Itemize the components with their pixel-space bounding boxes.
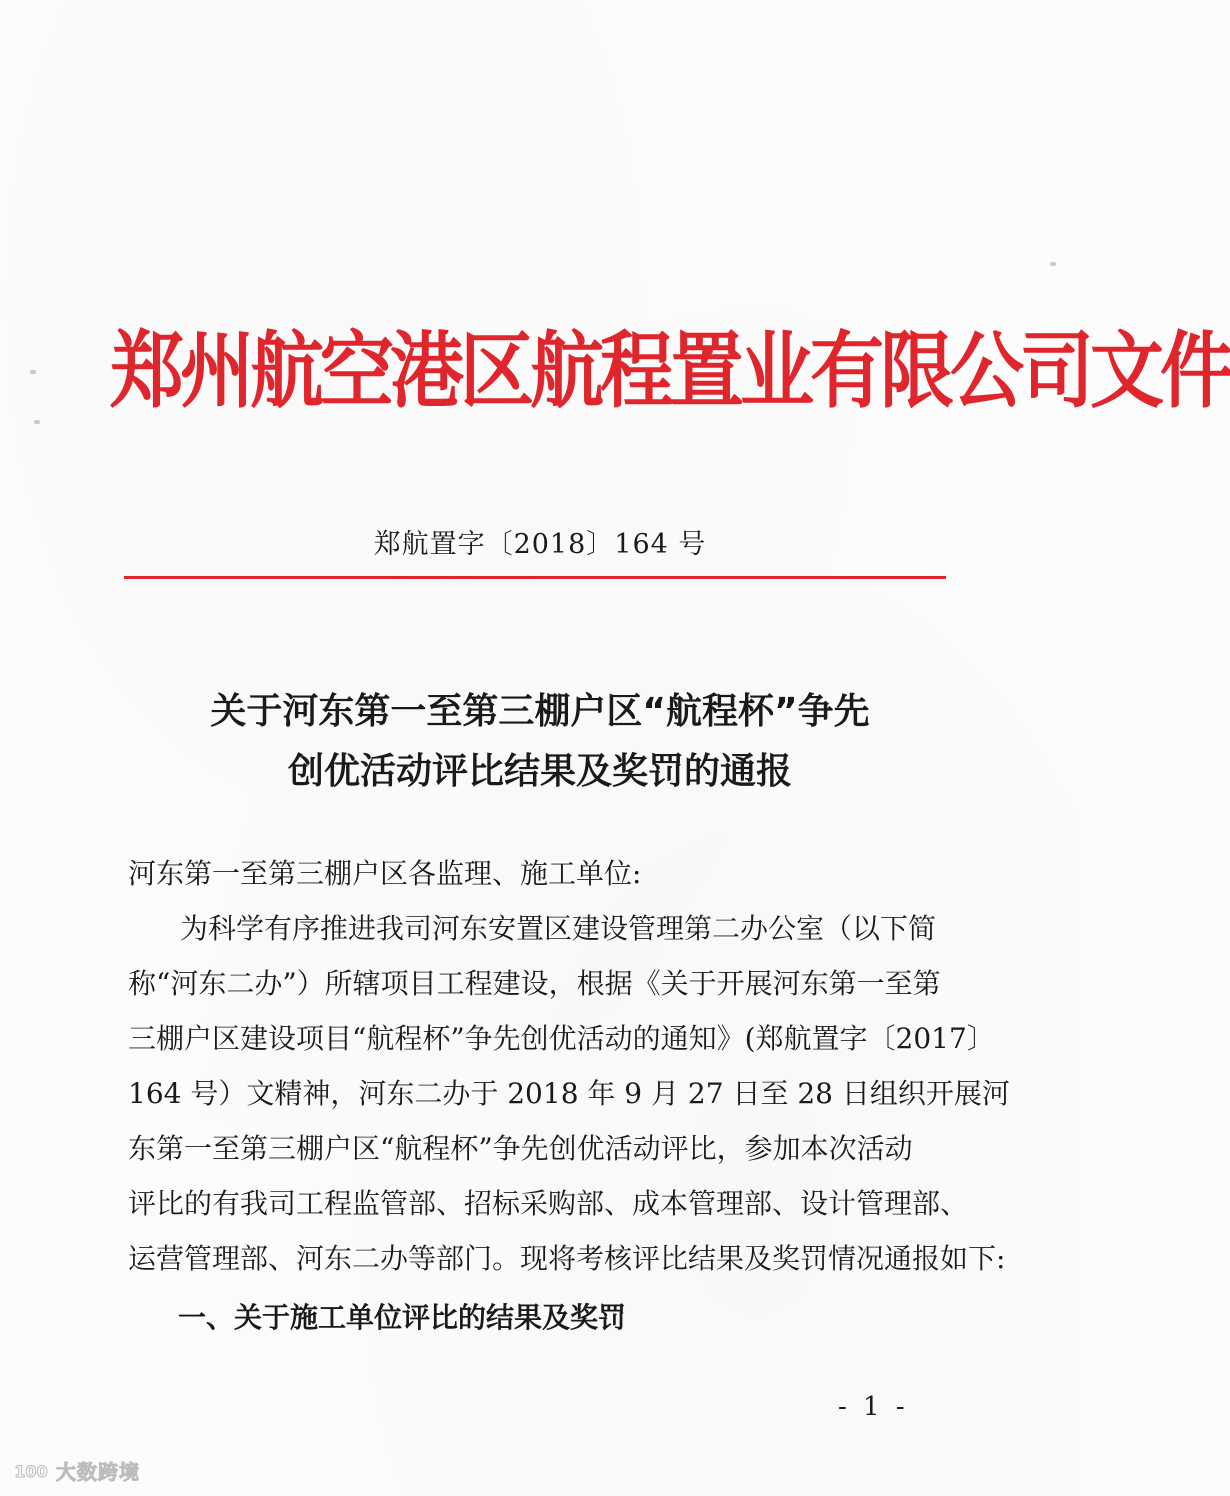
paragraph-line: 运营管理部、河东二办等部门。现将考核评比结果及奖罚情况通报如下: bbox=[128, 1242, 1006, 1275]
paragraph-line: 三棚户区建设项目“航程杯”争先创优活动的通知》(郑航置字〔2017〕 bbox=[128, 1022, 995, 1055]
watermark bbox=[10, 1456, 140, 1485]
page-number: - 1 - bbox=[838, 1392, 909, 1422]
scan-speck bbox=[1050, 262, 1056, 266]
watermark-text: 大数跨境 bbox=[56, 1460, 140, 1484]
watermark-logo-text: 100 bbox=[14, 1461, 48, 1481]
document-number: 郑航置字〔2018〕164 号 bbox=[373, 529, 707, 560]
paragraph-line: 东第一至第三棚户区“航程杯”争先创优活动评比，参加本次活动 bbox=[128, 1132, 913, 1165]
notice-title-line-2: 创优活动评比结果及奖罚的通报 bbox=[287, 751, 792, 792]
paragraph-line: 164 号）文精神，河东二办于 2018 年 9 月 27 日至 28 日组织开展河 bbox=[128, 1077, 1010, 1110]
notice-title-line-1: 关于河东第一至第三棚户区“航程杯”争先 bbox=[210, 691, 870, 732]
section-heading: 一、关于施工单位评比的结果及奖罚 bbox=[178, 1301, 627, 1334]
header-divider bbox=[124, 576, 946, 579]
paragraph-line: 称“河东二办”）所辖项目工程建设，根据《关于开展河东第一至第 bbox=[128, 967, 941, 1000]
scan-speck bbox=[34, 420, 40, 424]
document-header-title: 郑州航空港区航程置业有限公司文件 bbox=[110, 323, 1230, 420]
paragraph-line: 评比的有我司工程监管部、招标采购部、成本管理部、设计管理部、 bbox=[128, 1187, 969, 1220]
addressee-line: 河东第一至第三棚户区各监理、施工单位: bbox=[128, 857, 642, 890]
notice-title bbox=[110, 682, 970, 802]
paragraph-line: 为科学有序推进我司河东安置区建设管理第二办公室（以下简 bbox=[180, 912, 937, 945]
scan-speck bbox=[30, 370, 36, 374]
watermark-logo-icon bbox=[10, 1460, 52, 1482]
